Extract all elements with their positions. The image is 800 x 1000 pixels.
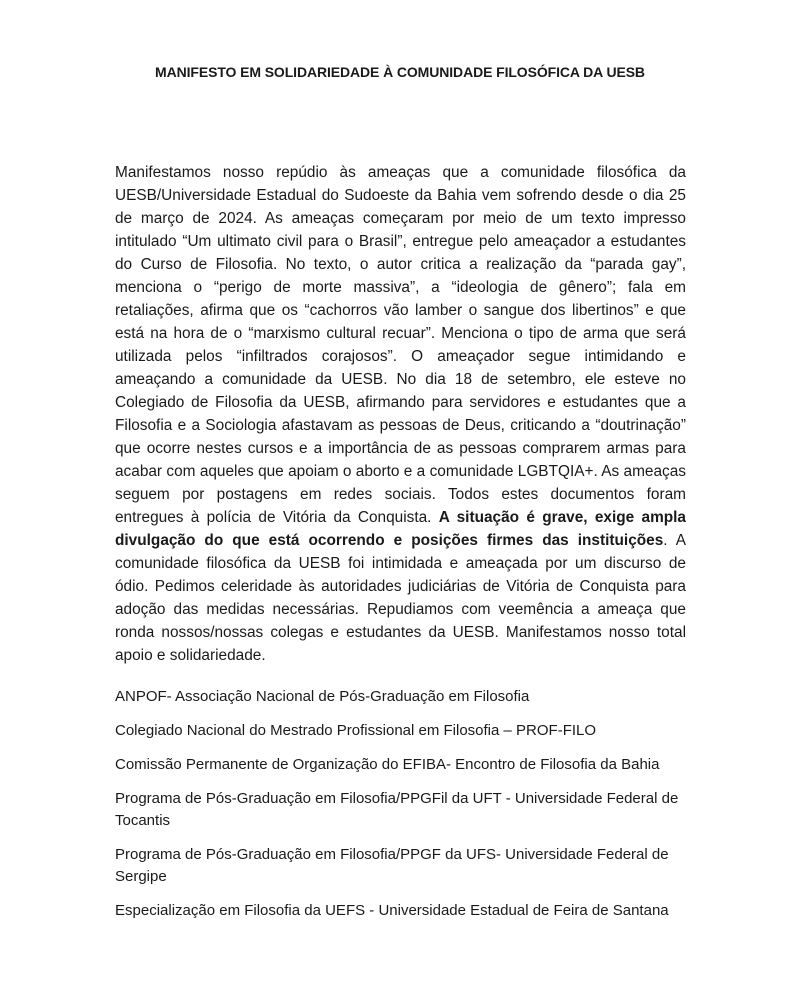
body-text-bold: A situação é grave, exige ampla divulgação do que está ocorrendo e posições firmes das instituições	[115, 509, 686, 549]
signatory: Programa de Pós-Graduação em Filosofia/PPGF da UFS- Universidade Federal de Sergipe	[115, 846, 669, 885]
document-title: MANIFESTO EM SOLIDARIEDADE À COMUNIDADE FILOSÓFICA DA UESB	[155, 64, 645, 80]
manifesto-body	[115, 161, 686, 667]
signatory: ANPOF- Associação Nacional de Pós-Graduação em Filosofia	[115, 688, 530, 705]
signatory: Comissão Permanente de Organização do EFIBA- Encontro de Filosofia da Bahia	[115, 756, 660, 773]
signatories-list	[115, 686, 695, 934]
signatory: Programa de Pós-Graduação em Filosofia/PPGFil da UFT - Universidade Federal de Tocantis	[115, 790, 679, 829]
signatory: Especialização em Filosofia da UEFS - Universidade Estadual de Feira de Santana	[115, 902, 669, 919]
signatory: Colegiado Nacional do Mestrado Profissional em Filosofia – PROF-FILO	[115, 722, 597, 739]
body-text-part1: Manifestamos nosso repúdio às ameaças que a comunidade filosófica da UESB/Universidade Estadual do Sudoeste da Bahia vem sofrendo desde o dia 25 de março de 2024. As ameaças começaram por meio de um texto impresso intitulado “Um ultimato civil para o Brasil”, entregue pelo ameaçador a estudantes do Curso de Filosofia. No texto, o autor critica a realização da “parada gay”, menciona o “perigo de morte massiva”, a “ideologia de gênero”; fala em retaliações, afirma que os “cachorros vão lamber o sangue dos libertinos” e que está na hora de o “marxismo cultural recuar”. Menciona o tipo de arma que será utilizada pelos “infiltrados corajosos”. O ameaçador segue intimidando e ameaçando a comunidade da UESB. No dia 18 de setembro, ele esteve no Colegiado de Filosofia da UESB, afirmando para servidores e estudantes que a Filosofia e a Sociologia afastavam as pessoas de Deus, criticando a “doutrinação” que ocorre nestes cursos e a importância de as pessoas comprarem armas para acabar com aqueles que apoiam o aborto e a comunidade LGBTQIA+. As ameaças seguem por postagens em redes sociais. Todos estes documentos foram entregues à polícia de Vitória da Conquista.	[115, 164, 686, 526]
body-text-part2: . A comunidade filosófica da UESB foi intimidada e ameaçada por um discurso de ódio. Pedimos celeridade às autoridades judiciárias de Vitória de Conquista para adoção das medidas necessárias. Repudiamos com veemência a ameaça que ronda nossos/nossas colegas e estudantes da UESB. Manifestamos nosso total apoio e solidariedade.	[115, 532, 687, 664]
